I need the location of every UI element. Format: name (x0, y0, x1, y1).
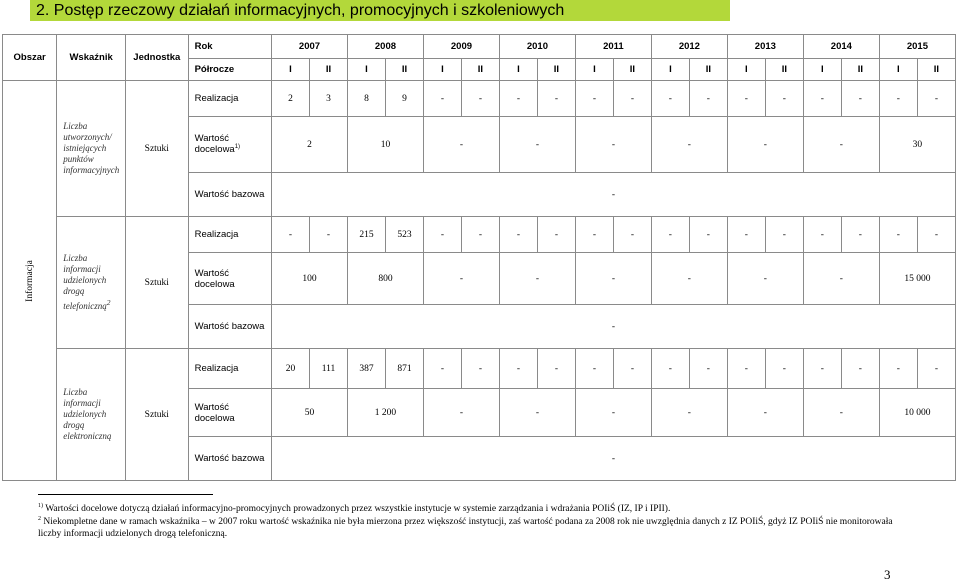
docelowa-value: - (803, 253, 879, 305)
docelowa-value: - (727, 389, 803, 437)
realizacja-value: - (423, 217, 461, 253)
header-half: II (765, 59, 803, 81)
realizacja-value: - (765, 349, 803, 389)
indicator-unit: Sztuki (126, 349, 189, 481)
realizacja-value: - (575, 349, 613, 389)
indicator-name-text: Liczba utworzonych/ istniejących punktów informacyjnych (63, 121, 120, 175)
realizacja-value: - (879, 81, 917, 117)
footnote-2 (38, 513, 918, 540)
docelowa-value: 10 000 (879, 389, 955, 437)
page-number: 3 (884, 567, 891, 582)
realizacja-value: - (461, 217, 499, 253)
header-year: 2008 (347, 35, 423, 59)
docelowa-value: - (575, 117, 651, 173)
label-docelowa (188, 253, 271, 305)
header-half: I (879, 59, 917, 81)
row-realizacja (3, 81, 956, 117)
realizacja-value: 387 (347, 349, 385, 389)
header-year: 2011 (575, 35, 651, 59)
header-year: 2010 (499, 35, 575, 59)
area-cell (3, 81, 57, 481)
realizacja-value: - (917, 349, 955, 389)
realizacja-value: - (651, 217, 689, 253)
docelowa-value: - (423, 117, 499, 173)
realizacja-value: - (917, 81, 955, 117)
realizacja-value: 20 (271, 349, 309, 389)
indicator-name (57, 81, 126, 217)
indicator-name-text: Liczba informacji udzielonych drogą elektroniczną (63, 387, 112, 441)
header-half: II (917, 59, 955, 81)
realizacja-value: - (651, 81, 689, 117)
bazowa-value: - (271, 173, 955, 217)
realizacja-value: - (727, 349, 765, 389)
docelowa-value: - (651, 117, 727, 173)
realizacja-value: - (537, 81, 575, 117)
realizacja-value: - (309, 217, 347, 253)
docelowa-value: 10 (347, 117, 423, 173)
realizacja-value: - (803, 217, 841, 253)
realizacja-value: - (423, 349, 461, 389)
header-half: I (803, 59, 841, 81)
label-docelowa-text: Wartość docelowa (194, 133, 235, 156)
footnote-2-text: Niekompletne dane w ramach wskaźnika – w 2007 roku wartość wskaźnika nie była mierzona przez większość instytucji, zaś wartość podana za 2008 rok nie uwzględnia danych z IZ POIiŚ, gdyż IZ POIiŚ nie monitorowała liczby informacji udzielonych drogą telefoniczną. (38, 517, 893, 540)
realizacja-value: 111 (309, 349, 347, 389)
label-bazowa: Wartość bazowa (188, 305, 271, 349)
docelowa-value: - (727, 253, 803, 305)
realizacja-value: 3 (309, 81, 347, 117)
header-year: 2014 (803, 35, 879, 59)
label-realizacja: Realizacja (188, 349, 271, 389)
header-half: II (841, 59, 879, 81)
indicator-unit: Sztuki (126, 81, 189, 217)
header-half: I (727, 59, 765, 81)
realizacja-value: - (689, 81, 727, 117)
header-half: I (423, 59, 461, 81)
header-wskaznik: Wskaźnik (57, 35, 126, 81)
realizacja-value: - (689, 349, 727, 389)
header-rok: Rok (188, 35, 271, 59)
docelowa-value: 1 200 (347, 389, 423, 437)
realizacja-value: - (613, 349, 651, 389)
realizacja-value: - (651, 349, 689, 389)
docelowa-value: - (499, 253, 575, 305)
indicator-name-text: Liczba informacji udzielonych drogą telefoniczną (63, 253, 107, 311)
label-docelowa-text: Wartość docelowa (194, 267, 235, 290)
header-half: I (499, 59, 537, 81)
realizacja-value: - (461, 81, 499, 117)
realizacja-value: - (499, 217, 537, 253)
header-half: II (461, 59, 499, 81)
realizacja-value: - (765, 81, 803, 117)
docelowa-value: - (651, 253, 727, 305)
header-half: II (613, 59, 651, 81)
realizacja-value: - (613, 217, 651, 253)
realizacja-value: 523 (385, 217, 423, 253)
header-half: I (575, 59, 613, 81)
realizacja-value: - (499, 81, 537, 117)
docelowa-value: 800 (347, 253, 423, 305)
label-realizacja: Realizacja (188, 217, 271, 253)
header-year: 2013 (727, 35, 803, 59)
label-docelowa (188, 117, 271, 173)
header-half: I (651, 59, 689, 81)
realizacja-value: 2 (271, 81, 309, 117)
header-year: 2007 (271, 35, 347, 59)
section-title-bar (30, 0, 730, 21)
docelowa-value: - (499, 117, 575, 173)
realizacja-value: - (841, 81, 879, 117)
indicator-name (57, 349, 126, 481)
realizacja-value: - (537, 349, 575, 389)
header-row-years (3, 35, 956, 59)
header-half: I (347, 59, 385, 81)
docelowa-value: - (423, 389, 499, 437)
realizacja-value: 215 (347, 217, 385, 253)
realizacja-value: - (537, 217, 575, 253)
realizacja-value: - (841, 217, 879, 253)
progress-table (2, 34, 956, 481)
area-label: Informacja (24, 259, 35, 302)
indicator-unit: Sztuki (126, 217, 189, 349)
realizacja-value: - (689, 217, 727, 253)
docelowa-value: - (575, 253, 651, 305)
section-title: 2. Postęp rzeczowy działań informacyjnych, promocyjnych i szkoleniowych (36, 2, 565, 19)
realizacja-value: 871 (385, 349, 423, 389)
docelowa-value: - (651, 389, 727, 437)
docelowa-value: - (575, 389, 651, 437)
docelowa-value: - (803, 389, 879, 437)
realizacja-value: - (765, 217, 803, 253)
realizacja-value: 8 (347, 81, 385, 117)
docelowa-value: - (803, 117, 879, 173)
realizacja-value: - (727, 81, 765, 117)
bazowa-value: - (271, 437, 955, 481)
indicator-name-sup: 2 (106, 298, 111, 307)
docelowa-value: 50 (271, 389, 347, 437)
header-obszar: Obszar (3, 35, 57, 81)
indicator-name (57, 217, 126, 349)
header-polrocze: Półrocze (188, 59, 271, 81)
realizacja-value: - (917, 217, 955, 253)
label-docelowa (188, 389, 271, 437)
realizacja-value: - (575, 217, 613, 253)
realizacja-value: - (803, 349, 841, 389)
label-docelowa-sup: 1) (234, 144, 241, 151)
header-half: I (271, 59, 309, 81)
header-year: 2009 (423, 35, 499, 59)
header-half: II (537, 59, 575, 81)
realizacja-value: - (727, 217, 765, 253)
header-half: II (309, 59, 347, 81)
footnote-1-mark: 1) (38, 503, 43, 509)
realizacja-value: - (613, 81, 651, 117)
realizacja-value: - (575, 81, 613, 117)
docelowa-value: 100 (271, 253, 347, 305)
docelowa-value: - (727, 117, 803, 173)
header-jednostka: Jednostka (126, 35, 189, 81)
realizacja-value: - (879, 349, 917, 389)
label-bazowa: Wartość bazowa (188, 173, 271, 217)
docelowa-value: - (499, 389, 575, 437)
header-half: II (689, 59, 727, 81)
docelowa-value: 30 (879, 117, 955, 173)
realizacja-value: - (271, 217, 309, 253)
docelowa-value: - (423, 253, 499, 305)
docelowa-value: 15 000 (879, 253, 955, 305)
row-realizacja (3, 349, 956, 389)
realizacja-value: - (499, 349, 537, 389)
bazowa-value: - (271, 305, 955, 349)
realizacja-value: - (803, 81, 841, 117)
label-bazowa: Wartość bazowa (188, 437, 271, 481)
header-half: II (385, 59, 423, 81)
footnote-1-text: Wartości docelowe dotyczą działań informacyjno-promocyjnych prowadzonych przez wszystkie instytucje w systemie zarządzania i wdrażania POIiŚ (IZ, IP i IPII). (45, 504, 671, 515)
row-realizacja (3, 217, 956, 253)
realizacja-value: - (423, 81, 461, 117)
realizacja-value: - (879, 217, 917, 253)
label-docelowa-text: Wartość docelowa (194, 401, 235, 424)
header-year: 2012 (651, 35, 727, 59)
footnote-separator (38, 494, 213, 495)
docelowa-value: 2 (271, 117, 347, 173)
footnote-2-mark: 2 (38, 516, 41, 522)
realizacja-value: - (461, 349, 499, 389)
header-year: 2015 (879, 35, 955, 59)
label-realizacja: Realizacja (188, 81, 271, 117)
realizacja-value: - (841, 349, 879, 389)
realizacja-value: 9 (385, 81, 423, 117)
